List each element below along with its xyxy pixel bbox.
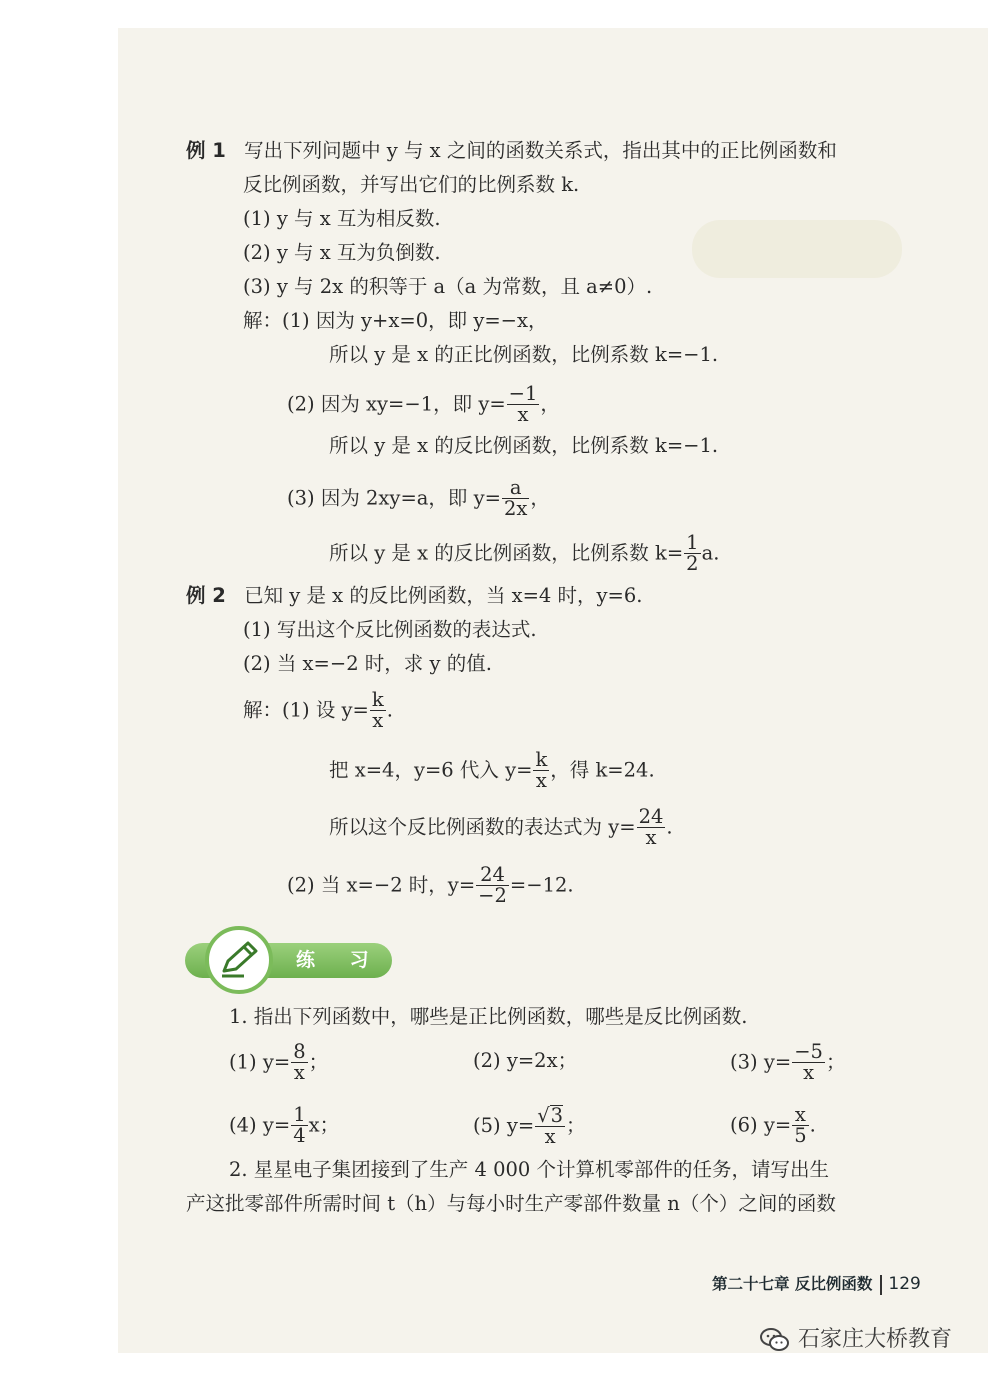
exercise-option-4 [229,1105,339,1147]
formula-text: ， [540,392,560,416]
formula-text: . [386,698,393,722]
fraction [535,1105,565,1148]
formula-text: (3) 因为 2xy=a，即 y= [287,486,501,510]
formula-text: . [666,815,673,839]
fraction-numerator: k [371,688,384,711]
example2-line1 [186,582,642,610]
example1-solution-1-line2: 所以 y 是 x 的正比例函数，比例系数 k=−1. [329,343,719,366]
fraction [502,478,529,520]
watermark [760,1322,952,1353]
wechat-icon [760,1327,790,1353]
example2-solution-3 [329,807,673,849]
example1-question-line1: 写出下列问题中 y 与 x 之间的函数关系式，指出其中的正比例函数和 [244,139,837,162]
fraction-numerator: −1 [508,382,538,405]
formula-text: x； [308,1113,340,1137]
formula-text: (2) 因为 xy=−1，即 y= [287,392,506,416]
example2-label: 例 2 [186,584,226,607]
example1-solution-2-line1 [287,384,560,426]
pencil-icon [218,937,262,981]
fraction-denominator: 4 [293,1124,306,1148]
formula-text: . [809,1113,816,1137]
formula-text: a. [701,541,720,565]
formula-text: 把 x=4，y=6 代入 y= [329,758,533,782]
formula-text: (6) y= [730,1113,792,1137]
formula-text: ，得 k=24. [550,758,655,782]
fraction [291,1105,307,1147]
formula-text: 所以 y 是 x 的反比例函数，比例系数 k= [329,541,684,565]
fraction-denominator: 2x [503,497,528,521]
example1-solution-2-line2: 所以 y 是 x 的反比例函数，比例系数 k=−1. [329,434,719,457]
fraction-denominator: 5 [794,1124,807,1148]
exercise-option-2: (2) y=2x； [473,1049,578,1072]
footer-divider [880,1275,882,1295]
fraction-denominator: −2 [478,884,507,908]
fraction-numerator: 24 [638,805,664,828]
chapter-title: 第二十七章 反比例函数 [712,1275,873,1293]
fraction-denominator: x [370,710,386,731]
formula-text: ； [308,1050,329,1074]
example2-solution-2 [329,750,655,792]
formula-text: ； [825,1050,846,1074]
fraction-numerator: 1 [686,531,699,554]
exercise-title: 练 习 [296,949,383,971]
exercise-question-1: 1. 指出下列函数中，哪些是正比例函数，哪些是反比例函数. [229,1005,748,1028]
example1-item-1: (1) y 与 x 互为相反数. [243,207,441,230]
fraction-numerator: k [535,748,548,771]
example1-solution-1-line1: 解：(1) 因为 y+x=0，即 y=−x， [243,309,548,332]
exercise-option-1 [229,1042,328,1084]
fraction [533,750,549,792]
exercise-option-3 [730,1042,845,1084]
formula-text: ； [566,1113,586,1137]
sqrt-radicand: 3 [550,1104,564,1127]
fraction-numerator: 24 [480,863,505,886]
fraction [370,690,386,732]
fraction-denominator: x [535,1126,565,1147]
page-footer [712,1272,921,1295]
page-number: 129 [888,1274,921,1294]
formula-text: (5) y= [473,1113,535,1137]
example2-question: 已知 y 是 x 的反比例函数，当 x=4 时，y=6. [244,584,643,607]
formula-text: =−12. [509,873,574,897]
formula-text: 所以这个反比例函数的表达式为 y= [329,815,636,839]
fraction-numerator: x [794,1103,806,1126]
fraction [476,865,509,907]
example2-item-1: (1) 写出这个反比例函数的表达式. [243,618,537,641]
fraction-numerator: −5 [794,1040,823,1063]
example1-item-3: (3) y 与 2x 的积等于 a（a 为常数，且 a≠0）. [243,275,653,298]
example1-question-line2: 反比例函数，并写出它们的比例系数 k. [243,173,580,196]
exercise-question-2-line1: 2. 星星电子集团接到了生产 4 000 个计算机零部件的任务，请写出生 [229,1158,830,1181]
example1-label: 例 1 [186,139,226,162]
fraction-numerator: √3 [537,1104,564,1127]
fraction-denominator: x [533,770,549,791]
example1-solution-3-line1 [287,478,550,520]
fraction [684,533,700,575]
example1-item-2: (2) y 与 x 互为负倒数. [243,241,441,264]
exercise-option-6 [730,1105,816,1147]
watermark-text: 石家庄大桥教育 [798,1327,953,1352]
fraction-denominator: x [507,404,540,425]
fraction-numerator: a [509,476,522,499]
fraction [637,807,666,849]
example1-solution-3-line2 [329,533,719,575]
exercise-question-2-line2: 产这批零部件所需时间 t（h）与每小时生产零部件数量 n（个）之间的函数 [186,1192,836,1215]
formula-text: (2) 当 x=−2 时，y= [287,873,476,897]
exercise-option-5 [473,1105,586,1148]
formula-text: ， [530,486,550,510]
example1-line1 [186,137,837,165]
fraction-denominator: x [792,1062,825,1083]
fraction-denominator: 2 [686,552,699,576]
formula-text: (3) y= [730,1050,792,1074]
example2-solution-1 [243,690,393,732]
fraction [291,1042,307,1084]
formula-text: 解：(1) 设 y= [243,698,369,722]
fraction-numerator: 8 [293,1040,306,1063]
example2-solution-4 [287,865,574,907]
formula-text: (4) y= [229,1113,291,1137]
fraction-denominator: x [637,827,666,848]
fraction [507,384,540,426]
bleed-through-mark [692,220,902,278]
fraction [792,1105,808,1147]
fraction-denominator: x [291,1062,307,1083]
example2-item-2: (2) 当 x=−2 时，求 y 的值. [243,652,492,675]
formula-text: (1) y= [229,1050,291,1074]
fraction-numerator: 1 [293,1103,306,1126]
fraction [792,1042,825,1084]
